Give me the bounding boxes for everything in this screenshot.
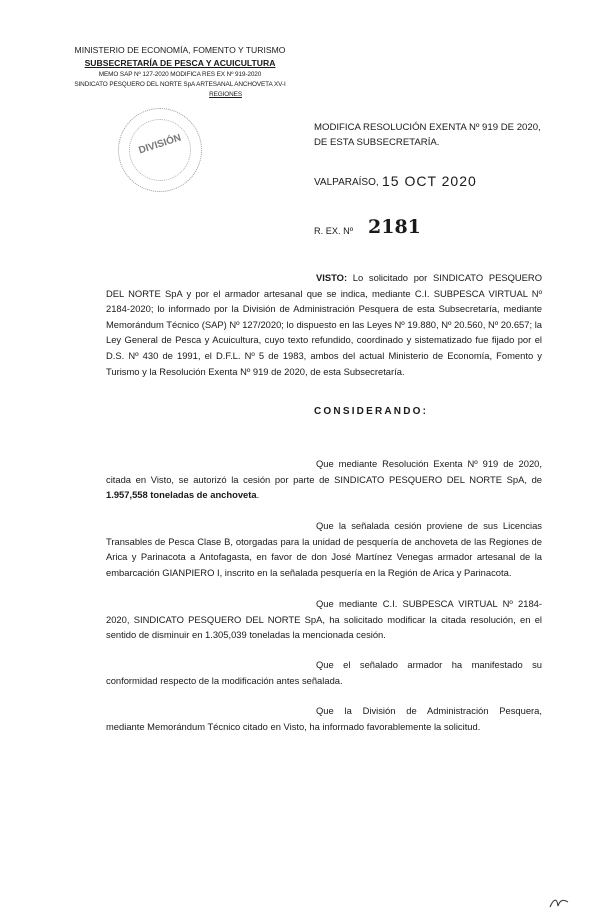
reference-line-3: REGIONES [209,91,242,98]
ministry-name: MINISTERIO DE ECONOMÍA, FOMENTO Y TURISMO [74,45,286,55]
official-stamp [118,108,202,192]
considerando-1-end: . [256,489,260,501]
considerando-1 [106,456,542,503]
resolution-number: 2181 [368,216,421,238]
letterhead [40,44,320,100]
undersecretariat-name: SUBSECRETARÍA DE PESCA Y ACUICULTURA [84,58,276,68]
visto-label: VISTO: [316,272,348,283]
considerando-1-bold: 1.957,558 toneladas de anchoveta [106,489,257,501]
considerando-4 [106,657,542,688]
document-date-stamp: 15 OCT 2020 [382,173,477,189]
considerando-5 [106,703,542,734]
document-subject: MODIFICA RESOLUCIÓN EXENTA Nº 919 DE 2020, DE ESTA SUBSECRETARÍA. [314,122,541,148]
reference-line-2: SINDICATO PESQUERO DEL NORTE SpA ARTESANAL ANCHOVETA XV-I [74,81,286,88]
stamp-text: DIVISIÓN [137,132,183,157]
initials-mark [548,896,570,910]
reference-line: MEMO SAP Nº 127-2020 MODIFICA RES EX Nº 919-2020 [98,71,262,78]
document-place: VALPARAÍSO, [314,177,379,188]
considerando-2 [106,518,542,580]
considerando-4-text: Que el señalado armador ha manifestado su conformidad respecto de la modificación antes señalada. [106,659,542,686]
visto-text: Lo solicitado por SINDICATO PESQUERO DEL NORTE SpA y por el armador artesanal que se indica, mediante C.I. SUBPESCA VIRTUAL Nº 2184-2020; lo informado por la División de Administración Pesquera de esta Subsecretaría, mediante Memorándum Técnico (SAP) Nº 127/2020; lo dispuesto en las Leyes Nº 19.880, Nº 20.560, Nº 20.657; la Ley General de Pesca y Acuicultura, cuyo texto refundido, coordinado y sistematizado fue fijado por el D.S. Nº 430 de 1991, el D.F.L. Nº 5 de 1983, ambos del actual Ministerio de Economía, Fomento y Turismo y la Resolución Exenta Nº 919 de 2020, de esta Subsecretaría. [106,272,542,377]
considerando-3 [106,596,542,643]
resolution-label: R. EX. Nº [314,226,354,236]
considerando-1-text: Que mediante Resolución Exenta Nº 919 de 2020, citada en Visto, se autorizó la cesión por parte de SINDICATO PESQUERO DEL NORTE SpA, de [106,458,542,485]
considerando-heading: CONSIDERANDO: [314,406,429,417]
considerando-5-text: Que la División de Administración Pesquera, mediante Memorándum Técnico citado en Visto, ha informado favorablemente la solicitud. [106,705,542,732]
considerando-2-text: Que la señalada cesión proviene de sus Licencias Transables de Pesca Clase B, otorgadas para la unidad de pesquería de anchoveta de las Regiones de Arica y Parinacota a Antofagasta, en favor de don José Martínez Venegas armador artesanal de la embarcación GIANPIERO I, inscrito en la señalada pesquería en la Región de Arica y Parinacota. [106,520,542,578]
visto-paragraph [106,270,542,379]
considerando-3-text: Que mediante C.I. SUBPESCA VIRTUAL Nº 2184-2020, SINDICATO PESQUERO DEL NORTE SpA, ha solicitado modificar la citada resolución, en el sentido de disminuir en 1.305,039 toneladas la mencionada cesión. [106,598,542,641]
